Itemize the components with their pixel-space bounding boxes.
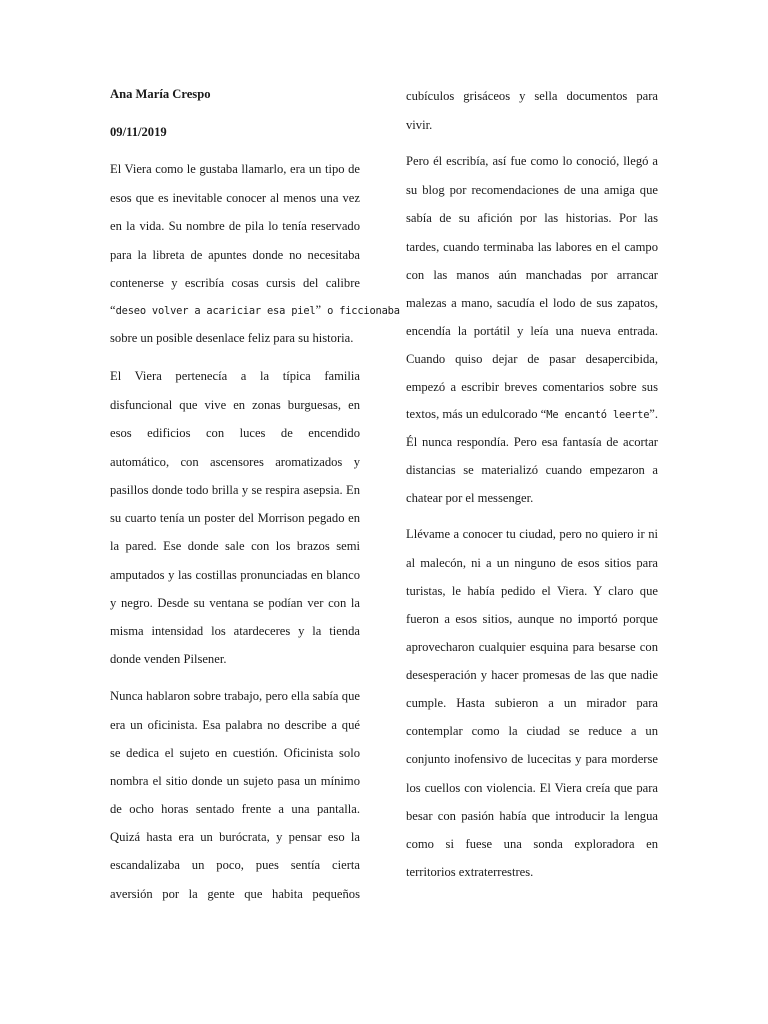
text-line: cubículos grisáceos y sella documentos para (406, 89, 658, 103)
text-line: de ocho horas sentado frente a una pantalla. (110, 802, 360, 816)
text-line: aprovecharon cualquier esquina para besarse con (406, 640, 658, 654)
text-line: Nunca hablaron sobre trabajo, pero ella sabía que (110, 689, 360, 703)
text-line: encendía la portátil y leía una nueva entrada. (406, 324, 658, 338)
quoted-phrase: o ficcionaba (321, 305, 400, 317)
text-segment: “ (110, 303, 116, 317)
author-name: Ana María Crespo (110, 87, 211, 101)
text-line: sabía de su afición por las historias. Por las (406, 211, 658, 225)
quoted-phrase: deseo volver a acariciar esa piel (115, 305, 316, 317)
text-line: misma intensidad los atardeceres y la tienda (110, 624, 360, 638)
text-line: Quizá hasta era un burócrata, y pensar eso la (110, 830, 360, 844)
text-line: esos que es inevitable conocer al menos una vez (110, 191, 360, 205)
text-line: besar con pasión había que introducir la lengua (406, 809, 658, 823)
text-segment: textos, más un edulcorado “ (406, 407, 547, 421)
text-line: automático, con ascensores aromatizados y (110, 455, 360, 469)
text-line: chatear por el messenger. (406, 491, 534, 505)
text-line: malezas a mano, sacudía el lodo de sus zapatos, (406, 296, 658, 310)
quoted-phrase: Me encantó leerte (546, 409, 650, 421)
text-line: era un oficinista. Esa palabra no describe a qué (110, 718, 360, 732)
text-line: aversión por la gente que habita pequeños (110, 887, 360, 901)
text-line: Pero él escribía, así fue como lo conoció, llegó a (406, 154, 658, 168)
text-line: El Viera como le gustaba llamarlo, era un tipo de (110, 162, 360, 176)
text-line: se dedica el sujeto en cuestión. Oficinista solo (110, 746, 360, 760)
text-line: distancias se materializó cuando empezaron a (406, 463, 658, 477)
text-line: territorios extraterrestres. (406, 865, 534, 879)
text-line: contemplar como la ciudad se reduce a un (406, 724, 658, 738)
text-line: desesperación y hacer promesas de las que nadie (406, 668, 658, 682)
text-line: nombra el sitio donde un sujeto pasa un mínimo (110, 774, 360, 788)
text-line: y negro. Desde su ventana se podían ver con la (110, 596, 360, 610)
text-line: disfuncional que vive en zonas burguesas, en (110, 398, 360, 412)
text-line: empezó a escribir breves comentarios sobre sus (406, 380, 658, 394)
text-line: al malecón, ni a un ninguno de esos sitios para (406, 556, 658, 570)
document-date: 09/11/2019 (110, 125, 167, 139)
text-line: como si fuese una sonda exploradora en (406, 837, 658, 851)
text-line: Él nunca respondía. Pero esa fantasía de acortar (406, 435, 658, 449)
text-line: amputados y las costillas pronunciadas en blanco (110, 568, 360, 582)
text-line: conjunto inofensivo de lucecitas y para morderse (406, 752, 658, 766)
text-line: cumple. Hasta subieron a un mirador para (406, 696, 658, 710)
text-line: El Viera pertenecía a la típica familia (110, 369, 360, 383)
text-segment: ” (315, 303, 322, 317)
text-line: escandalizaba un poco, pues sentía cierta (110, 858, 360, 872)
text-line (406, 406, 658, 423)
text-line: la pared. Ese donde sale con los brazos semi (110, 539, 360, 553)
text-line: fueron a esos sitios, aunque no importó porque (406, 612, 658, 626)
text-line: esos edificios con luces de encendido (110, 426, 360, 440)
text-line: su blog por recomendaciones de una amiga que (406, 183, 658, 197)
text-line: vivir. (406, 118, 433, 132)
text-line: contenerse y escribía cosas cursis del calibre (110, 276, 360, 290)
text-line: con las manos aún manchadas por arrancar (406, 268, 658, 282)
text-line: sobre un posible desenlace feliz para su historia. (110, 331, 354, 345)
text-line: para la libreta de apuntes donde no necesitaba (110, 248, 360, 262)
text-segment: ”. (649, 407, 658, 421)
text-line (110, 302, 400, 319)
text-line: en la vida. Su nombre de pila lo tenía reservado (110, 219, 360, 233)
text-line: pasillos donde todo brilla y se respira asepsia. En (110, 483, 360, 497)
text-line: su cuarto tenía un poster del Morrison pegado en (110, 511, 360, 525)
text-line: los cuellos con violencia. El Viera creía que para (406, 781, 658, 795)
text-line: donde venden Pilsener. (110, 652, 227, 666)
text-line: tardes, cuando terminaba las labores en el campo (406, 240, 658, 254)
text-line: Llévame a conocer tu ciudad, pero no quiero ir ni (406, 527, 658, 541)
text-line: Cuando quiso dejar de pasar desapercibida, (406, 352, 658, 366)
text-line: turistas, le había pedido el Viera. Y claro que (406, 584, 658, 598)
